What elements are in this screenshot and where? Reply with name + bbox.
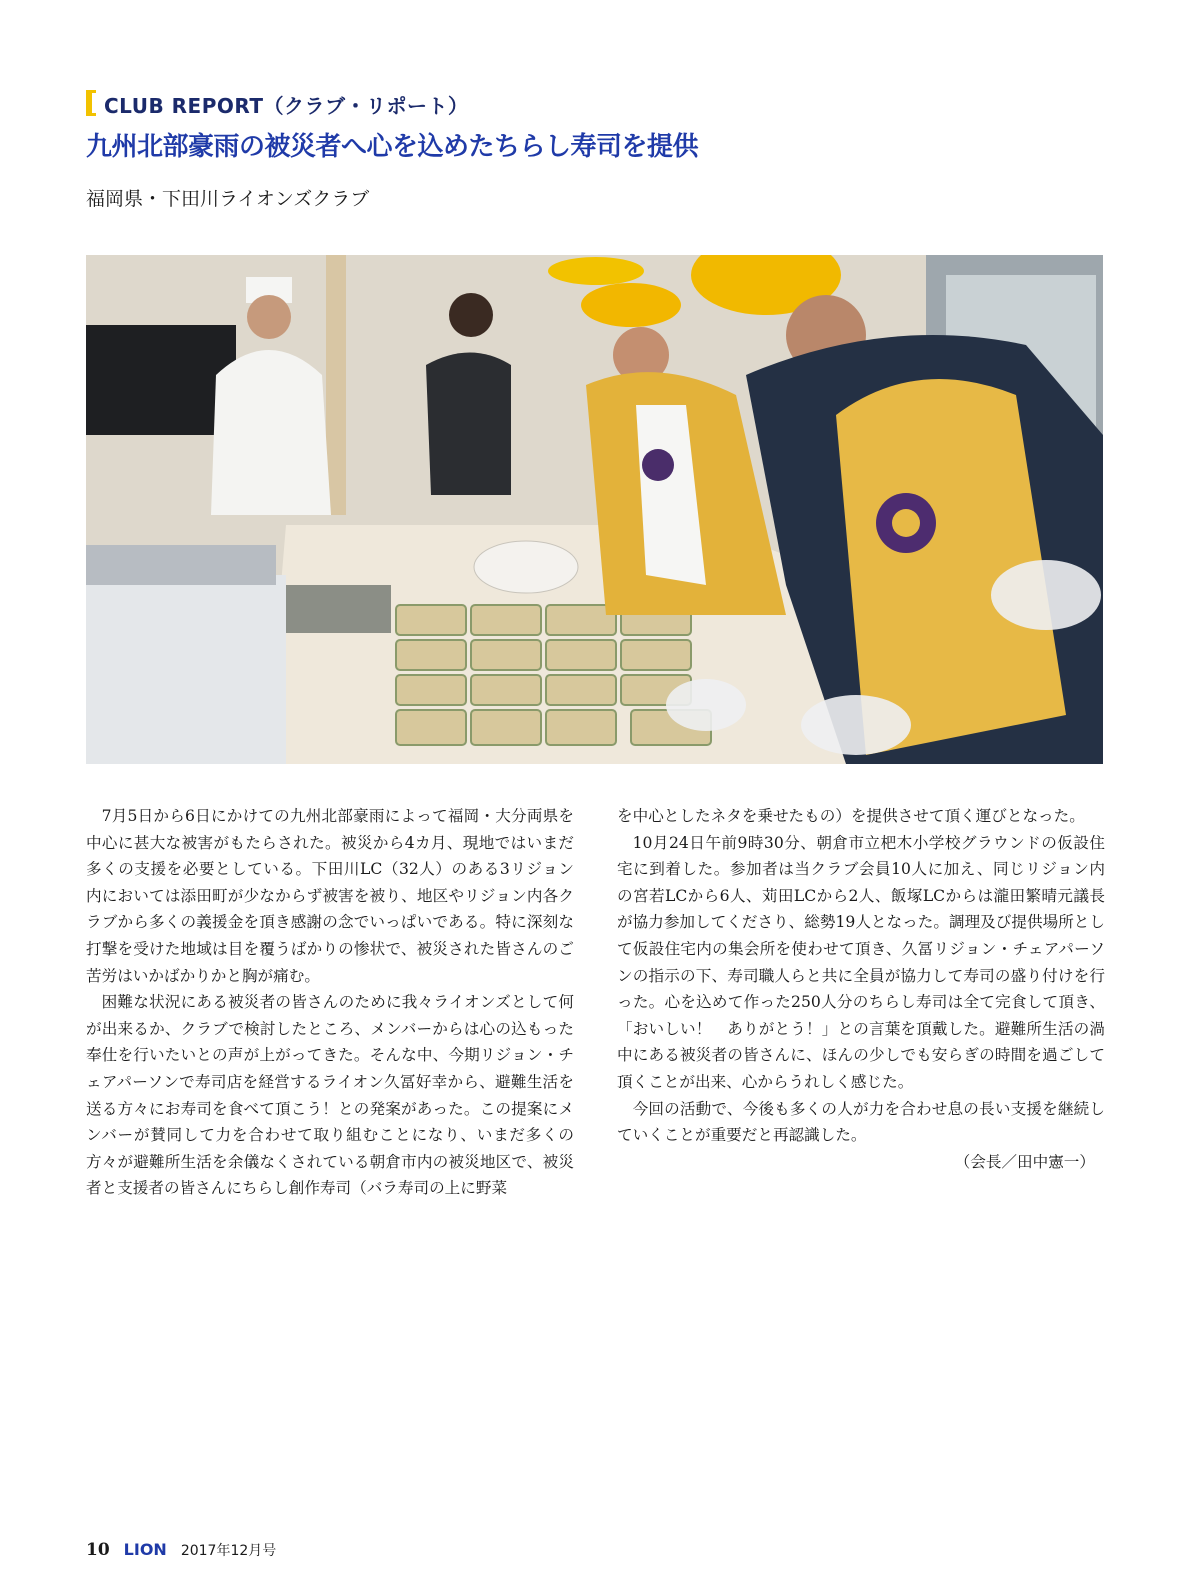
section-bracket: [86, 90, 92, 116]
article-paragraph: 7月5日から6日にかけての九州北部豪雨によって福岡・大分両県を中心に甚大な被害がもたらされた。被災から4カ月、現地ではいまだ多くの支援を必要としている。下田川LC（32人）のある3リジョン内においては添田町が少なからず被害を被り、地区やリジョン内各クラブから多くの義援金を頂き感謝の念でいっぱいである。特に深刻な打撃を受けた地域は目を覆うばかりの惨状で、被災された皆さんのご苦労はいかばかりかと胸が痛む。: [86, 807, 574, 985]
page-footer: [86, 1540, 276, 1560]
article-paragraph-continued: を中心としたネタを乗せたもの）を提供させて頂く運びとなった。: [617, 807, 1085, 825]
article-column-right: [617, 803, 1105, 1175]
article-paragraph: 困難な状況にある被災者の皆さんのために我々ライオンズとして何が出来るか、クラブで検討したところ、メンバーからは心の込もった奉仕を行いたいとの声が上がってきた。そんな中、今期リジョン・チェアパーソンで寿司店を経営するライオン久冨好幸から、避難生活を送る方々にお寿司を食べて頂こう！との発案があった。この提案にメンバーが賛同して力を合わせて取り組むことになり、いまだ多くの方々が避難所生活を余儀なくされている朝倉市内の被災地区で、被災者と支援者の皆さんにちらし創作寿司（バラ寿司の上に野菜: [86, 993, 574, 1198]
article-headline: 九州北部豪雨の被災者へ心を込めたちらし寿司を提供: [86, 132, 699, 162]
article-column-left: [86, 803, 574, 1202]
issue-date: 2017年12月号: [180, 1543, 277, 1559]
event-photo: [86, 255, 1103, 764]
article-paragraph: 10月24日午前9時30分、朝倉市立杷木小学校グラウンドの仮設住宅に到着した。参加者は当クラブ会員10人に加え、同じリジョン内の宮若LCから6人、苅田LCから2人、飯塚LCからは瀧田繁晴元議長が協力参加してくださり、総勢19人となった。調理及び提供場所として仮設住宅内の集会所を使わせて頂き、久冨リジョン・チェアパーソンの指示の下、寿司職人らと共に全員が協力して寿司の盛り付けを行った。心を込めて作った250人分のちらし寿司は全て完食して頂き、「おいしい！ ありがとう！」との言葉を頂戴した。避難所生活の渦中にある被災者の皆さんに、ほんの少しでも安らぎの時間を過ごして頂くことが出来、心からうれしく感じた。: [617, 833, 1105, 1091]
magazine-name: LION: [123, 1540, 167, 1559]
page-number: 10: [86, 1540, 110, 1560]
section-label: CLUB REPORT（クラブ・リポート）: [104, 94, 469, 118]
author-signature: （会長／田中憲一）: [954, 1152, 1095, 1171]
club-name: 福岡県・下田川ライオンズクラブ: [86, 188, 370, 210]
article-paragraph: 今回の活動で、今後も多くの人が力を合わせ息の長い支援を継続していくことが重要だと再認識した。: [617, 1099, 1105, 1145]
